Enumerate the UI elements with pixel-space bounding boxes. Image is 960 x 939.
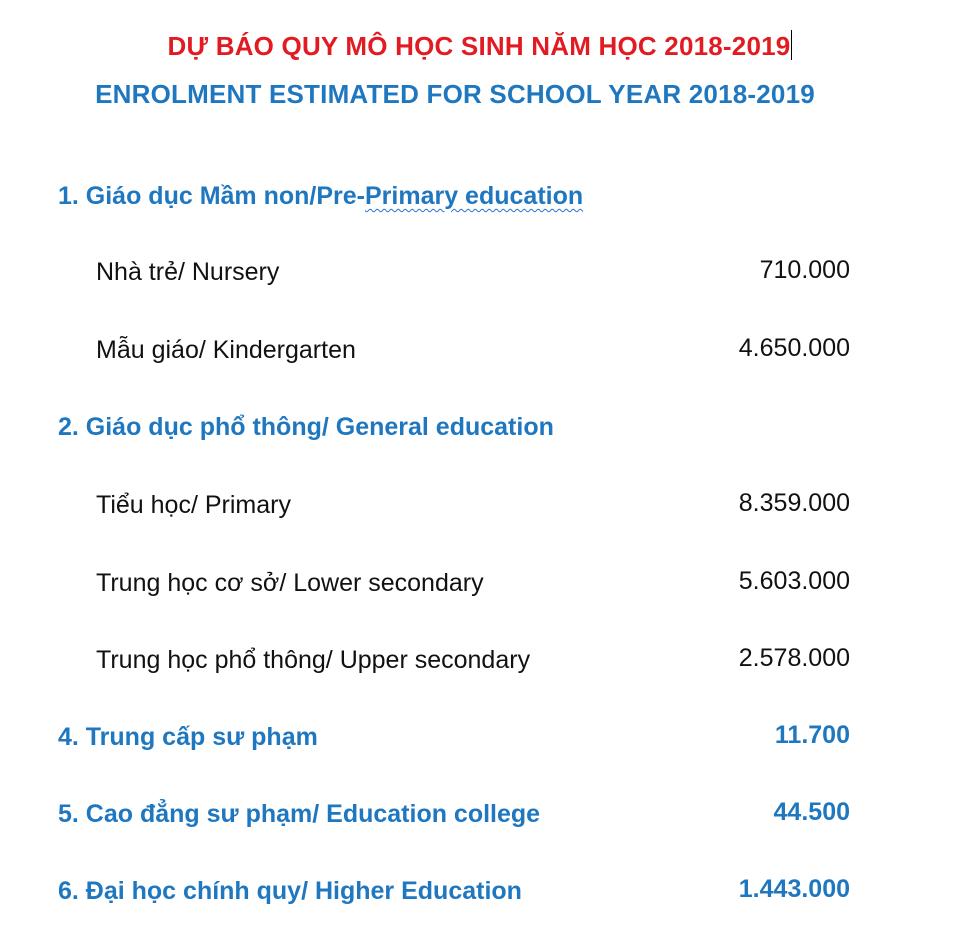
row-value: 1.443.000 <box>738 875 850 903</box>
row-label: 6. Đại học chính quy/ Higher Education <box>58 877 522 905</box>
row-primary <box>0 491 960 525</box>
row-label: Tiểu học/ Primary <box>96 491 291 519</box>
document-title-vietnamese <box>0 30 960 62</box>
row-label: 4. Trung cấp sư phạm <box>58 723 318 751</box>
row-value: 11.700 <box>774 721 850 749</box>
row-value: 44.500 <box>773 798 850 826</box>
row-higher-education <box>0 877 960 911</box>
row-education-college <box>0 800 960 834</box>
heading-prefix: 1. Giáo dục Mầm non/Pre- <box>58 182 365 210</box>
row-value: 710.000 <box>759 256 850 284</box>
row-teacher-training <box>0 723 960 757</box>
text-cursor <box>791 30 792 60</box>
section-pre-primary-heading <box>0 182 960 216</box>
row-label: Nhà trẻ/ Nursery <box>96 258 280 286</box>
title-vn-text: DỰ BÁO QUY MÔ HỌC SINH NĂM HỌC 2018-2019 <box>167 31 791 61</box>
section-general-heading <box>0 413 960 447</box>
row-value: 8.359.000 <box>738 489 850 517</box>
row-label: 5. Cao đẳng sư phạm/ Education college <box>58 800 541 828</box>
section-heading-label <box>58 182 583 211</box>
row-label: Trung học cơ sở/ Lower secondary <box>96 569 484 597</box>
row-value: 2.578.000 <box>738 644 850 672</box>
row-value: 4.650.000 <box>738 334 850 362</box>
row-value: 5.603.000 <box>738 567 850 595</box>
row-upper-secondary <box>0 646 960 680</box>
row-nursery <box>0 258 960 292</box>
row-label: Mẫu giáo/ Kindergarten <box>96 336 356 364</box>
row-lower-secondary <box>0 569 960 603</box>
spellcheck-underlined-text: Primary education <box>365 182 584 210</box>
row-kindergarten <box>0 336 960 370</box>
row-label: Trung học phổ thông/ Upper secondary <box>96 646 531 674</box>
document-title-english: ENROLMENT ESTIMATED FOR SCHOOL YEAR 2018-2019 <box>95 79 815 109</box>
section-heading-label: 2. Giáo dục phổ thông/ General education <box>58 413 554 441</box>
